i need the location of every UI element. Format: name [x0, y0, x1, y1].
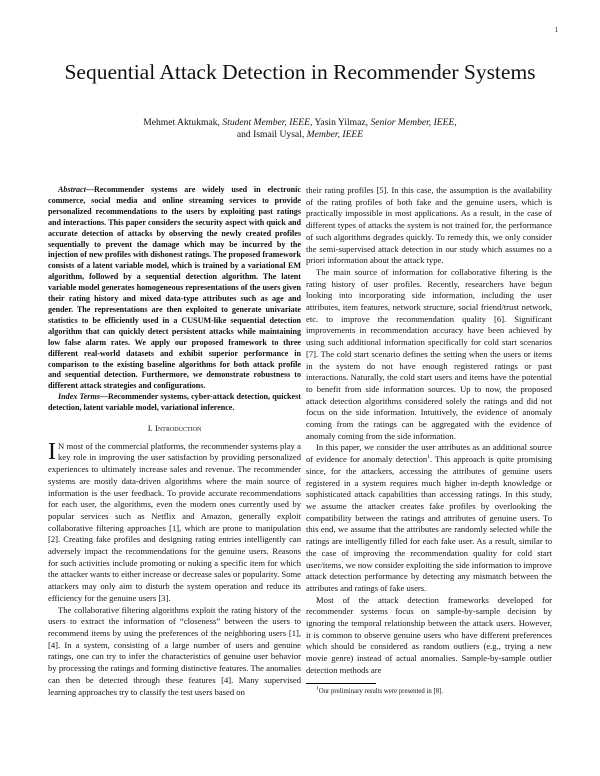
author-block — [60, 117, 540, 141]
footnote-rule — [306, 683, 376, 684]
intro-paragraph-6: Most of the attack detection frameworks developed for recommender systems focus on sample-by-sample decision by ignoring the temporal relationship between the attack users. However, it is common to observe genuine users who have different preferences which should be considered as random outliers (e.g., trying a new movie genre) instead of actual anomalies. Sample-by-sample outlier detection methods are — [306, 594, 552, 675]
footnote-ref: 1 — [427, 454, 430, 461]
intro-paragraph-5-text-a: In this paper, we consider the user attributes as an additional source of evidence for anomaly detection — [306, 442, 552, 465]
abstract-label: Abstract — [58, 185, 86, 194]
author-role: Senior Member, IEEE, — [370, 117, 457, 128]
intro-paragraph-4: The main source of information for collaborative filtering is the rating history of user profiles. Recently, researchers have begun looking into incorporating side information, including the user attributes, item features, network structure, social friend/trust network, etc. to improve the recommendation quality [6]. Significant improvements in recommendation accuracy have been achieved by using such additional information specifically for cold start scenarios [7]. The cold start scenario defines the setting when the users or items in the system do not have enough registered ratings or past interactions. Naturally, the cold start users and items have the potential to benefit from side information sources. Up to now, the proposed attack detection algorithms considered solely the ratings and did not focus on the side information. Intuitively, the evidence of anomaly coming from the ratings can be aggregated with the evidence of anomaly coming from the side information. — [306, 266, 552, 441]
intro-paragraph-3: their rating profiles [5]. In this case, the assumption is the availability of the rating profiles of both fake and the genuine users, which is practically impossible in most applications. As a result, in the case of different types of attacks the system is not trained for, the performance of such algorithms degrades quickly. To remedy this, we only consider the semi-supervised attack detection in our study which assumes no a priori information about the attack type. — [306, 185, 552, 266]
author-line-2 — [60, 129, 540, 141]
drop-cap: I — [48, 438, 56, 465]
author-name: Yasin Yilmaz, — [314, 117, 369, 128]
intro-paragraph-1 — [48, 438, 301, 605]
intro-paragraph-2: The collaborative filtering algorithms exploit the rating history of the users to extract the information of “closeness” between the users to recommend items by using the preferences of the neighboring users [1], [4]. In a system, consisting of a large number of users and genuine ratings, one can try to infer the characteristics of genuine user behavior by processing the ratings and forming distinctive features. The anomalies can then be detected through these features [4]. Many supervised learning approaches try to classify the test users based on — [48, 604, 301, 697]
index-terms-text: —Recommender systems, cyber-attack detection, quickest detection, latent variable model, variational inference. — [48, 392, 301, 413]
index-terms — [48, 392, 301, 414]
author-line-1 — [60, 117, 540, 129]
author-role: Member, IEEE — [306, 129, 364, 140]
page-number: 1 — [554, 26, 558, 34]
footnote — [306, 687, 552, 696]
abstract — [48, 185, 301, 392]
footnote-mark: 1 — [316, 685, 319, 692]
author-name: Mehmet Aktukmak, — [143, 117, 220, 128]
left-column — [48, 185, 301, 698]
author-name: and Ismail Uysal, — [236, 129, 305, 140]
intro-paragraph-5 — [306, 442, 552, 594]
right-column — [306, 185, 552, 696]
intro-paragraph-5-text-b: . This approach is quite promising since, for the attackers, accessing the attributes of genuine users registered in a system requires much higher in-depth knowledge or sophisticated attack capabilities than accessing ratings. In this study, we assume the attacker creates fake profiles by overlooking the compatibility between the ratings and attributes of genuine users. To this end, we assume that the attributes are randomly selected while the ratings are intelligently filled for each fake user. As a result, similar to the case of improving the recommendation quality for cold start user/items, we now consider exploiting the side information to improve attack detection performance by detecting any mismatch between the attributes and ratings of fake users. — [306, 454, 552, 593]
index-terms-label: Index Terms — [58, 392, 100, 402]
paper-title: Sequential Attack Detection in Recommender Systems — [64, 60, 536, 84]
intro-paragraph-1-text: N most of the commercial platforms, the recommender systems play a key role in improving the user satisfaction by providing personalized experiences to ultimately increase sales and revenue. The recommender systems are mostly data-driven algorithms where the main source of information is the user feedback. To provide accurate recommendations for each user, the algorithms, even the modern ones currently used by popular services such as Netflix and Amazon, generally exploit collaborative filtering approaches [1], which are prone to manipulation [2]. Creating fake profiles and designing rating entries intelligently can adversely impact the recommendations for the genuine users. Reasons for such activities include promoting or nuking a specific item for which the attacker wants to either increase or decrease sales or popularity. Some attackers may only aim to disturb the system operation and reduce its efficiency for the genuine users [3]. — [48, 440, 301, 603]
author-role: Student Member, IEEE, — [222, 117, 313, 128]
footnote-text: Our preliminary results were presented in [8]. — [318, 687, 444, 695]
section-heading: I. Introduction — [147, 423, 202, 434]
abstract-text: —Recommender systems are widely used in electronic commerce, social media and online streaming services to provide personalized recommendations to the users by exploiting past ratings and interactions. This paper considers the security aspect with quick and accurate detection of attacks by observing the newly created profiles sequentially to prevent the damage which may be incurred by the injection of new profiles with dishonest ratings. The proposed framework consists of a latent variable model, which is trained by a variational EM algorithm, followed by a sequential detection algorithm. The latent variable model generates homogeneous representations of the users given their rating history and mixed data-type attributes such as age and gender. The representations are then exploited to generate univariate statistics to be efficiently used in a CUSUM-like sequential detection algorithm that can quickly detect persistent attacks while maintaining low false alarm rates. We apply our proposed framework to three different real-world datasets and exhibit superior performance in comparison to the existing baseline algorithms for both attack profile and sequential detection. Furthermore, we demonstrate robustness to different attack strategies and configurations. — [48, 185, 301, 391]
